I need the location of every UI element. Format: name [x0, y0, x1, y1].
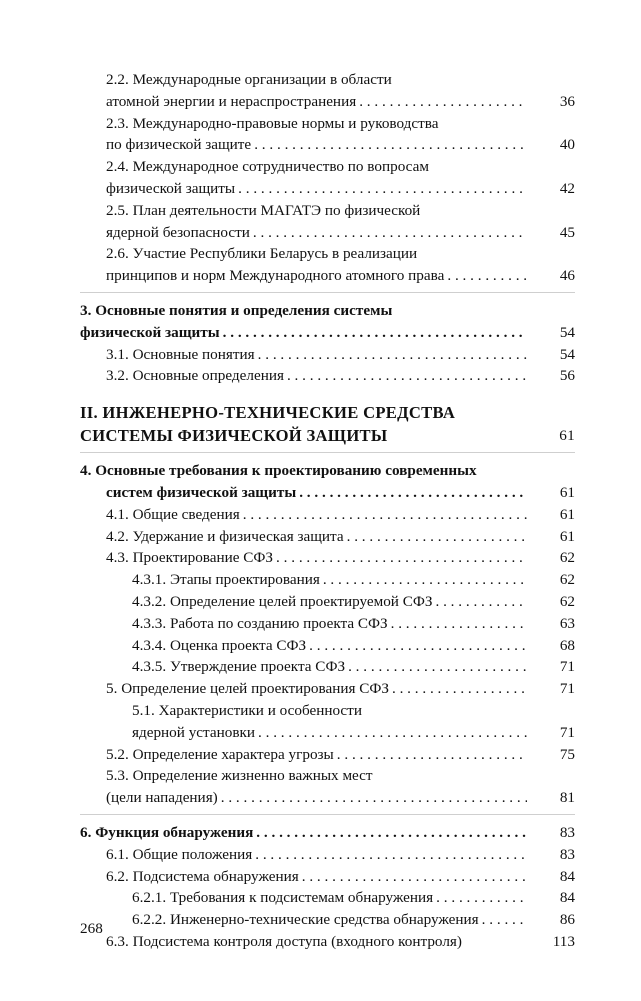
- toc-page-number: 46: [559, 267, 575, 285]
- toc-chapter: 4. Основные требования к проектированию современных систем физической защиты . . . 61: [80, 460, 575, 504]
- toc-page-number: 113: [552, 932, 575, 950]
- toc-entry: 5.1. Характеристики и особенности ядерной установки . . . 71: [80, 700, 575, 744]
- toc-page-number: 75: [559, 745, 575, 763]
- divider: [80, 452, 575, 454]
- toc-entry: 3.1. Основные понятия . . . 54: [80, 344, 575, 366]
- toc-page-number: 81: [559, 789, 575, 807]
- toc-entry: 6.3. Подсистема контроля доступа (входного контроля) 113: [80, 931, 575, 953]
- toc-page-number: 61: [559, 527, 575, 545]
- toc-entry: 5.2. Определение характера угрозы . . . 75: [80, 744, 575, 766]
- toc-entry: 4.3. Проектирование СФЗ . . . 62: [80, 547, 575, 569]
- toc-page-number: 83: [559, 823, 575, 841]
- toc-page-number: 84: [559, 889, 575, 907]
- toc-page-number: 62: [559, 549, 575, 567]
- toc-page-number: 45: [559, 223, 575, 241]
- toc-page-number: 61: [559, 505, 575, 523]
- table-of-contents: [80, 69, 575, 953]
- toc-entry: 4.3.2. Определение целей проектируемой СФЗ . . . 62: [80, 591, 575, 613]
- toc-page-number: 36: [559, 92, 575, 110]
- toc-entry: 4.3.5. Утверждение проекта СФЗ . . . 71: [80, 656, 575, 678]
- toc-page-number: 42: [559, 179, 575, 197]
- toc-part-heading: II. ИНЖЕНЕРНО-ТЕХНИЧЕСКИЕ СРЕДСТВА СИСТЕМЫ ФИЗИЧЕСКОЙ ЗАЩИТЫ 61: [80, 403, 575, 446]
- toc-page-number: 56: [559, 367, 575, 385]
- toc-page-number: 63: [559, 614, 575, 632]
- toc-entry: 6.2. Подсистема обнаружения . . . 84: [80, 866, 575, 888]
- toc-page-number: 86: [559, 911, 575, 929]
- toc-entry: 4.3.4. Оценка проекта СФЗ . . . 68: [80, 635, 575, 657]
- toc-entry: 4.1. Общие сведения . . . 61: [80, 504, 575, 526]
- page-number: 268: [80, 920, 103, 937]
- toc-chapter: 6. Функция обнаружения . . . 83: [80, 822, 575, 844]
- toc-page-number: 83: [559, 845, 575, 863]
- toc-chapter: 3. Основные понятия и определения системы физической защиты . . . 54: [80, 300, 575, 344]
- toc-entry: 6.2.1. Требования к подсистемам обнаружения . . . 84: [80, 887, 575, 909]
- toc-entry: 3.2. Основные определения . . . 56: [80, 365, 575, 387]
- toc-entry: 2.6. Участие Республики Беларусь в реализации принципов и норм Международного атомного права . . . 46: [80, 243, 575, 287]
- toc-page-number: 61: [559, 427, 575, 445]
- toc-page-number: 61: [559, 483, 575, 501]
- toc-page-number: 54: [559, 345, 575, 363]
- toc-page-number: 71: [559, 658, 575, 676]
- toc-entry: 2.3. Международно-правовые нормы и руководства по физической защите . . . 40: [80, 113, 575, 157]
- toc-entry: 2.5. План деятельности МАГАТЭ по физической ядерной безопасности . . . 45: [80, 200, 575, 244]
- toc-entry: 2.4. Международное сотрудничество по вопросам физической защиты . . . 42: [80, 156, 575, 200]
- toc-entry: 6.2.2. Инженерно-технические средства обнаружения . . . 86: [80, 909, 575, 931]
- toc-page-number: 62: [559, 571, 575, 589]
- toc-entry: 6.1. Общие положения . . . 83: [80, 844, 575, 866]
- toc-entry: 5.3. Определение жизненно важных мест (цели нападения) . . . 81: [80, 765, 575, 809]
- divider: [80, 814, 575, 816]
- toc-page-number: 71: [559, 723, 575, 741]
- toc-page-number: 54: [559, 323, 575, 341]
- toc-entry: 4.3.3. Работа по созданию проекта СФЗ . . . 63: [80, 613, 575, 635]
- toc-page-number: 68: [559, 636, 575, 654]
- toc-page-number: 71: [559, 680, 575, 698]
- toc-entry: 4.3.1. Этапы проектирования . . . 62: [80, 569, 575, 591]
- toc-page-number: 62: [559, 592, 575, 610]
- divider: [80, 292, 575, 294]
- toc-entry: 5. Определение целей проектирования СФЗ . . . 71: [80, 678, 575, 700]
- toc-entry: 2.2. Международные организации в области атомной энергии и нераспространения . . . 36: [80, 69, 575, 113]
- toc-page-number: 84: [559, 867, 575, 885]
- toc-entry: 4.2. Удержание и физическая защита . . . 61: [80, 526, 575, 548]
- toc-page-number: 40: [559, 136, 575, 154]
